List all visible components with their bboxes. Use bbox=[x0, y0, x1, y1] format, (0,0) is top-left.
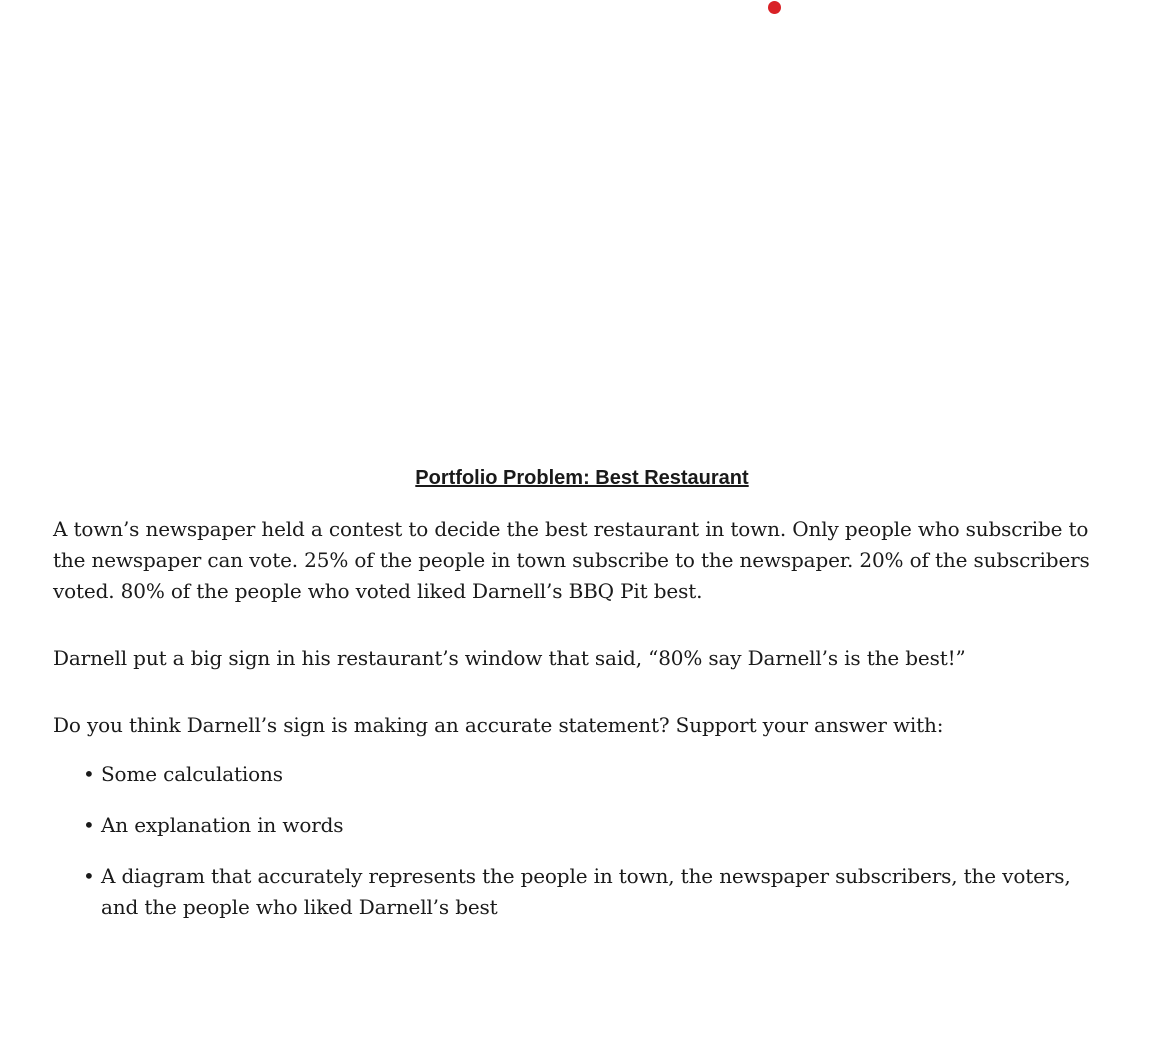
list-item-text: Some calculations bbox=[101, 762, 283, 786]
red-annotation-dot bbox=[768, 1, 781, 14]
problem-paragraph: A town’s newspaper held a contest to decide the best restaurant in town. Only people who subscribe to the newspaper can vote. 25% of the people in town subscribe to the newspaper. 20% of the subscribers voted. 80% of the people who voted liked Darnell’s BBQ Pit best. bbox=[53, 517, 1090, 603]
document-page bbox=[53, 462, 1113, 943]
document-title: Portfolio Problem: Best Restaurant bbox=[415, 467, 749, 489]
sign-paragraph: Darnell put a big sign in his restaurant’s window that said, “80% say Darnell’s is the best!” bbox=[53, 646, 966, 670]
list-item bbox=[53, 810, 1113, 841]
list-item bbox=[53, 861, 1113, 923]
bullet-icon: • bbox=[83, 813, 95, 837]
list-item-text: A diagram that accurately represents the people in town, the newspaper subscribers, the voters, and the people who liked Darnell’s best bbox=[101, 864, 1071, 919]
bullet-icon: • bbox=[83, 762, 95, 786]
list-item-text: An explanation in words bbox=[101, 813, 344, 837]
list-item bbox=[53, 759, 1113, 790]
support-list bbox=[53, 759, 1113, 923]
bullet-icon: • bbox=[83, 864, 95, 888]
question-paragraph: Do you think Darnell’s sign is making an accurate statement? Support your answer with: bbox=[53, 713, 944, 737]
